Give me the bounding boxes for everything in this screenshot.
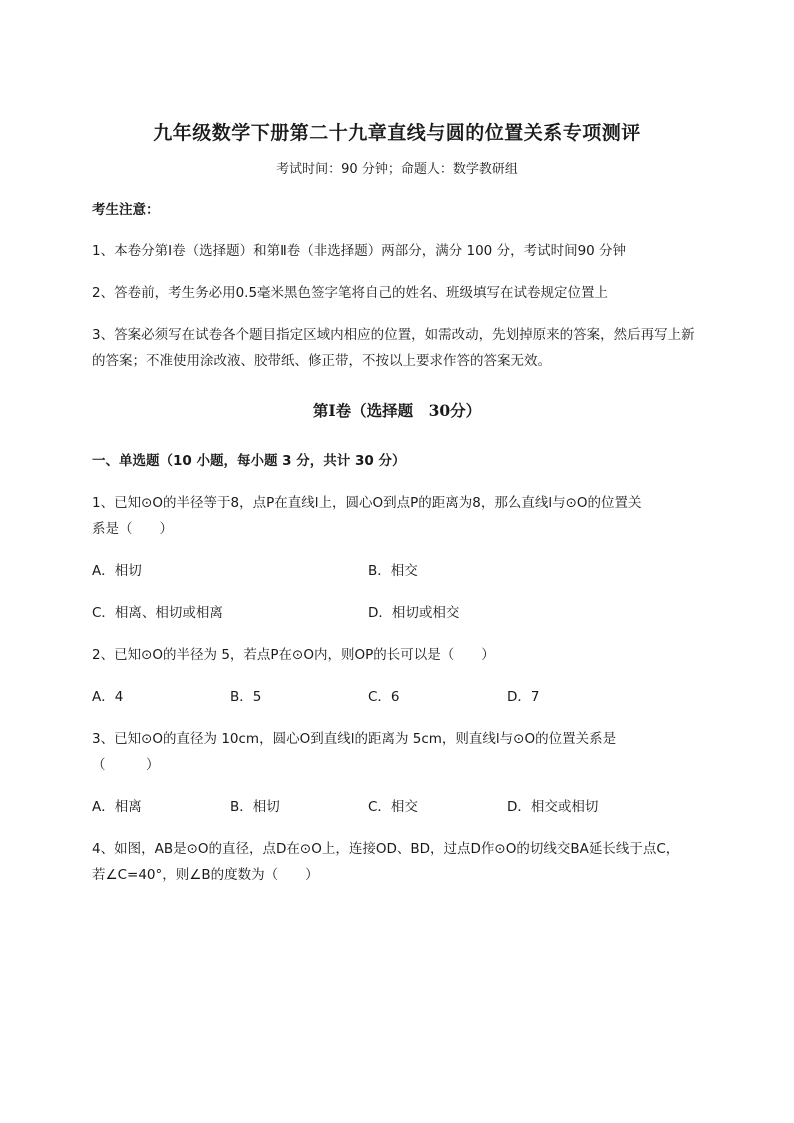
q3-option-c[interactable]: C．相交 [368, 799, 418, 815]
part1-title: 第Ⅰ卷（选择题 30分） [312, 401, 482, 420]
q2-option-c[interactable]: C．6 [368, 689, 400, 705]
notice-item-2: 2、答卷前，考生务必用0.5毫米黑色签字笔将自己的姓名、班级填写在试卷规定位置上 [92, 285, 609, 301]
page-title: 九年级数学下册第二十九章直线与圆的位置关系专项测评 [153, 122, 641, 144]
notice-item-3-cont: 的答案；不准使用涂改液、胶带纸、修正带，不按以上要求作答的答案无效。 [92, 353, 551, 369]
question-3-text: 3、已知⊙O的直径为 10cm，圆心O到直线l的距离为 5cm，则直线l与⊙O的位置关系是 [92, 731, 617, 747]
q1-option-a[interactable]: A．相切 [92, 563, 142, 579]
q3-option-d[interactable]: D．相交或相切 [507, 799, 599, 815]
notice-item-1: 1、本卷分第Ⅰ卷（选择题）和第Ⅱ卷（非选择题）两部分，满分 100 分，考试时间90 分钟 [92, 243, 627, 259]
exam-subtitle: 考试时间：90 分钟；命题人：数学教研组 [276, 162, 518, 177]
section-heading: 一、单选题（10 小题，每小题 3 分，共计 30 分） [92, 453, 406, 469]
q1-option-d[interactable]: D．相切或相交 [368, 605, 460, 621]
notice-heading: 考生注意： [92, 202, 160, 218]
q3-option-b[interactable]: B．相切 [230, 799, 280, 815]
question-3-text-cont: （ ） [92, 757, 160, 773]
question-4-text-cont: 若∠C=40°，则∠B的度数为（ ） [92, 867, 319, 883]
question-2-text: 2、已知⊙O的半径为 5，若点P在⊙O内，则OP的长可以是（ ） [92, 647, 495, 663]
q1-option-c[interactable]: C．相离、相切或相离 [92, 605, 223, 621]
q1-option-b[interactable]: B．相交 [368, 563, 418, 579]
notice-item-3: 3、答案必须写在试卷各个题目指定区域内相应的位置，如需改动，先划掉原来的答案，然后再写上新 [92, 327, 695, 343]
q2-option-d[interactable]: D．7 [507, 689, 540, 705]
q3-option-a[interactable]: A．相离 [92, 799, 142, 815]
question-1-text-cont: 系是（ ） [92, 521, 173, 537]
question-4-text: 4、如图，AB是⊙O的直径，点D在⊙O上，连接OD、BD，过点D作⊙O的切线交BA延长线于点C， [92, 841, 680, 857]
q2-option-b[interactable]: B．5 [230, 689, 262, 705]
q2-option-a[interactable]: A．4 [92, 689, 124, 705]
question-1-text: 1、已知⊙O的半径等于8，点P在直线l上，圆心O到点P的距离为8，那么直线l与⊙O的位置关 [92, 495, 642, 511]
